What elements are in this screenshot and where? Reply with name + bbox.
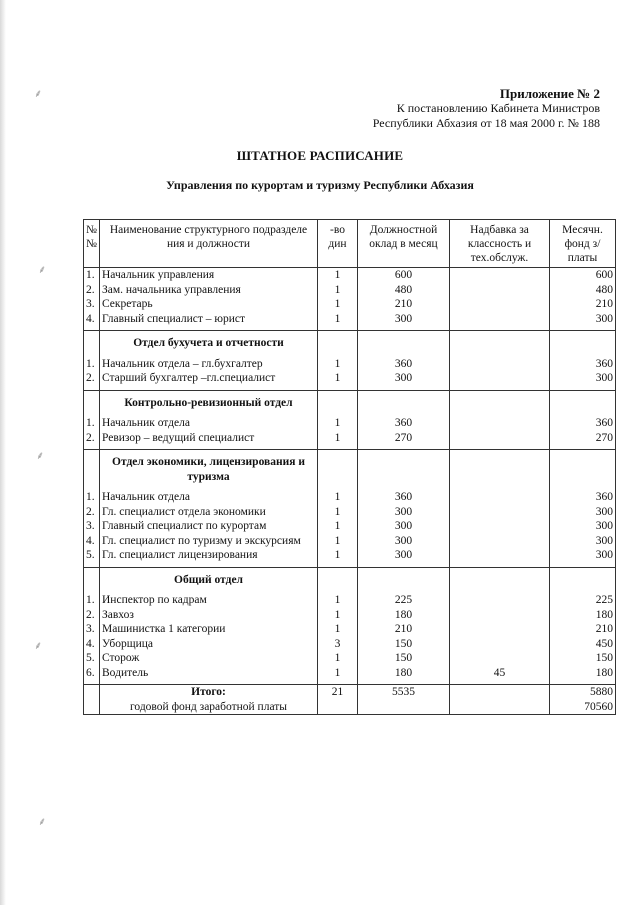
cell-fund: 300 [550,548,616,567]
cell-num: 4. [84,534,100,549]
empty-cell [550,390,616,416]
cell-count: 1 [318,519,358,534]
cell-fund: 180 [550,608,616,623]
table-row [84,519,616,534]
cell-name: Сторож [100,651,318,666]
cell-salary: 210 [358,297,450,312]
empty-cell [550,567,616,593]
empty-cell [84,331,100,357]
cell-num: 2. [84,371,100,390]
table-row [84,490,616,505]
total-salary: 5535 [358,685,450,715]
section-title-row [84,450,616,491]
cell-num: 4. [84,637,100,652]
cell-num: 1. [84,490,100,505]
cell-salary: 180 [358,608,450,623]
cell-bonus [450,534,550,549]
cell-salary: 360 [358,490,450,505]
cell-num: 2. [84,608,100,623]
total-bonus-cell [450,685,550,715]
cell-count: 1 [318,490,358,505]
cell-name: Начальник отдела – гл.бухгалтер [100,357,318,372]
cell-num: 1. [84,416,100,431]
empty-cell [450,567,550,593]
cell-bonus [450,490,550,505]
cell-name: Зам. начальника управления [100,283,318,298]
empty-cell [358,331,450,357]
cell-num: 6. [84,666,100,685]
cell-count: 1 [318,416,358,431]
scan-speck: ⸙ [38,816,47,828]
cell-count: 1 [318,357,358,372]
cell-salary: 180 [358,666,450,685]
empty-cell [358,390,450,416]
header-num: № № [84,220,100,268]
table-row [84,416,616,431]
cell-bonus [450,651,550,666]
cell-fund: 480 [550,283,616,298]
appendix-line: К постановлению Кабинета Министров [396,101,600,115]
section-title-cell [100,331,318,357]
table-row [84,297,616,312]
cell-count: 1 [318,268,358,283]
cell-salary: 270 [358,431,450,450]
table-row [84,505,616,520]
cell-fund: 300 [550,371,616,390]
cell-num: 2. [84,431,100,450]
cell-fund: 150 [550,651,616,666]
scan-edge [0,0,6,905]
section-title: Общий отдел [174,573,243,586]
cell-bonus [450,283,550,298]
cell-bonus [450,519,550,534]
cell-count: 1 [318,651,358,666]
total-num-cell [84,685,100,715]
cell-fund: 180 [550,666,616,685]
cell-salary: 300 [358,519,450,534]
section-title: Отдел бухучета и отчетности [133,337,284,349]
cell-fund: 360 [550,490,616,505]
cell-salary: 480 [358,283,450,298]
table-row [84,371,616,390]
cell-bonus [450,593,550,608]
table-row [84,622,616,637]
cell-fund: 300 [550,534,616,549]
appendix-block [373,86,600,131]
cell-fund: 360 [550,357,616,372]
cell-count: 1 [318,431,358,450]
scan-speck: ⸙ [36,450,45,462]
empty-cell [450,331,550,357]
cell-name: Машинистка 1 категории [100,622,318,637]
document-title: ШТАТНОЕ РАСПИСАНИЕ [236,148,404,163]
appendix-title: Приложение № 2 [499,86,600,101]
table-row [84,357,616,372]
total-count: 21 [318,685,358,715]
table-row [84,608,616,623]
cell-fund: 450 [550,637,616,652]
empty-cell [318,567,358,593]
cell-bonus [450,297,550,312]
section-title: Контрольно-ревизионный отдел [124,396,293,409]
table-row [84,637,616,652]
empty-cell [318,390,358,416]
cell-salary: 360 [358,416,450,431]
header-salary: Должностной оклад в месяц [358,220,450,268]
cell-name: Главный специалист по курортам [100,519,318,534]
total-row [84,685,616,715]
appendix-line: Республики Абхазия от 18 мая 2000 г. № 188 [372,116,600,130]
cell-bonus [450,431,550,450]
empty-cell [358,450,450,491]
cell-salary: 360 [358,357,450,372]
cell-num: 2. [84,505,100,520]
cell-count: 1 [318,548,358,567]
staff-table [83,219,616,715]
cell-name: Главный специалист – юрист [100,312,318,331]
empty-cell [450,450,550,491]
cell-num: 4. [84,312,100,331]
cell-bonus [450,312,550,331]
table-row [84,431,616,450]
cell-bonus [450,637,550,652]
empty-cell [318,331,358,357]
header-count: -во дин [318,220,358,268]
cell-num: 3. [84,519,100,534]
cell-count: 1 [318,608,358,623]
table-row [84,534,616,549]
header-name: Наименование структурного подразделе ния и должности [100,220,318,268]
cell-name: Ревизор – ведущий специалист [100,431,318,450]
cell-salary: 150 [358,651,450,666]
cell-num: 2. [84,283,100,298]
cell-name: Начальник управления [100,268,318,283]
cell-count: 1 [318,666,358,685]
cell-salary: 210 [358,622,450,637]
empty-cell [550,450,616,491]
cell-name: Инспектор по кадрам [100,593,318,608]
cell-name: Начальник отдела [100,490,318,505]
cell-num: 1. [84,593,100,608]
cell-num: 3. [84,622,100,637]
cell-bonus: 45 [450,666,550,685]
cell-count: 1 [318,622,358,637]
cell-name: Секретарь [100,297,318,312]
cell-count: 1 [318,505,358,520]
cell-salary: 300 [358,505,450,520]
cell-fund: 225 [550,593,616,608]
cell-count: 1 [318,283,358,298]
section-title: Отдел экономики, лицензирования и туризма [112,456,305,483]
cell-bonus [450,622,550,637]
empty-cell [550,331,616,357]
table-row [84,651,616,666]
cell-name: Водитель [100,666,318,685]
table-row [84,283,616,298]
cell-name: Старший бухгалтер –гл.специалист [100,371,318,390]
cell-salary: 300 [358,548,450,567]
cell-num: 1. [84,357,100,372]
cell-fund: 360 [550,416,616,431]
total-label-cell [100,685,318,715]
table-row [84,666,616,685]
cell-bonus [450,371,550,390]
section-title-row [84,390,616,416]
total-sublabel: годовой фонд заработной платы [129,700,288,713]
cell-fund: 600 [550,268,616,283]
cell-count: 3 [318,637,358,652]
cell-name: Гл. специалист отдела экономики [100,505,318,520]
total-fund-year: 70560 [584,700,613,713]
empty-cell [358,567,450,593]
cell-name: Уборщица [100,637,318,652]
cell-count: 1 [318,371,358,390]
cell-count: 1 [318,593,358,608]
total-label: Итого: [191,686,226,698]
cell-fund: 210 [550,622,616,637]
cell-fund: 300 [550,505,616,520]
table-row [84,548,616,567]
total-fund-cell [550,685,616,715]
cell-salary: 600 [358,268,450,283]
empty-cell [84,567,100,593]
cell-fund: 300 [550,312,616,331]
cell-name: Гл. специалист лицензирования [100,548,318,567]
section-title-cell [100,567,318,593]
cell-bonus [450,357,550,372]
cell-salary: 300 [358,312,450,331]
cell-fund: 210 [550,297,616,312]
empty-cell [318,450,358,491]
cell-name: Гл. специалист по туризму и экскурсиям [100,534,318,549]
cell-bonus [450,505,550,520]
cell-fund: 300 [550,519,616,534]
section-title-cell [100,450,318,491]
scan-speck: ⸙ [34,640,43,652]
cell-bonus [450,608,550,623]
section-title-row [84,331,616,357]
cell-bonus [450,548,550,567]
header-fund: Месячн. фонд з/платы [550,220,616,268]
cell-salary: 150 [358,637,450,652]
cell-bonus [450,268,550,283]
table-row [84,268,616,283]
cell-name: Начальник отдела [100,416,318,431]
header-bonus: Надбавка за классность и тех.обслуж. [450,220,550,268]
cell-fund: 270 [550,431,616,450]
cell-salary: 225 [358,593,450,608]
cell-num: 1. [84,268,100,283]
cell-salary: 300 [358,371,450,390]
empty-cell [450,390,550,416]
empty-cell [84,390,100,416]
table-header-row [84,220,616,268]
cell-count: 1 [318,297,358,312]
table-row [84,312,616,331]
cell-num: 5. [84,548,100,567]
total-fund-month: 5880 [590,686,613,698]
cell-num: 5. [84,651,100,666]
document-subtitle: Управления по курортам и туризму Республики Абхазия [166,178,474,192]
scan-speck: ⸙ [34,88,43,100]
cell-bonus [450,416,550,431]
scan-speck: ⸙ [38,264,47,276]
section-title-row [84,567,616,593]
cell-num: 3. [84,297,100,312]
cell-count: 1 [318,312,358,331]
cell-name: Завхоз [100,608,318,623]
empty-cell [84,450,100,491]
table-row [84,593,616,608]
cell-salary: 300 [358,534,450,549]
cell-count: 1 [318,534,358,549]
section-title-cell [100,390,318,416]
